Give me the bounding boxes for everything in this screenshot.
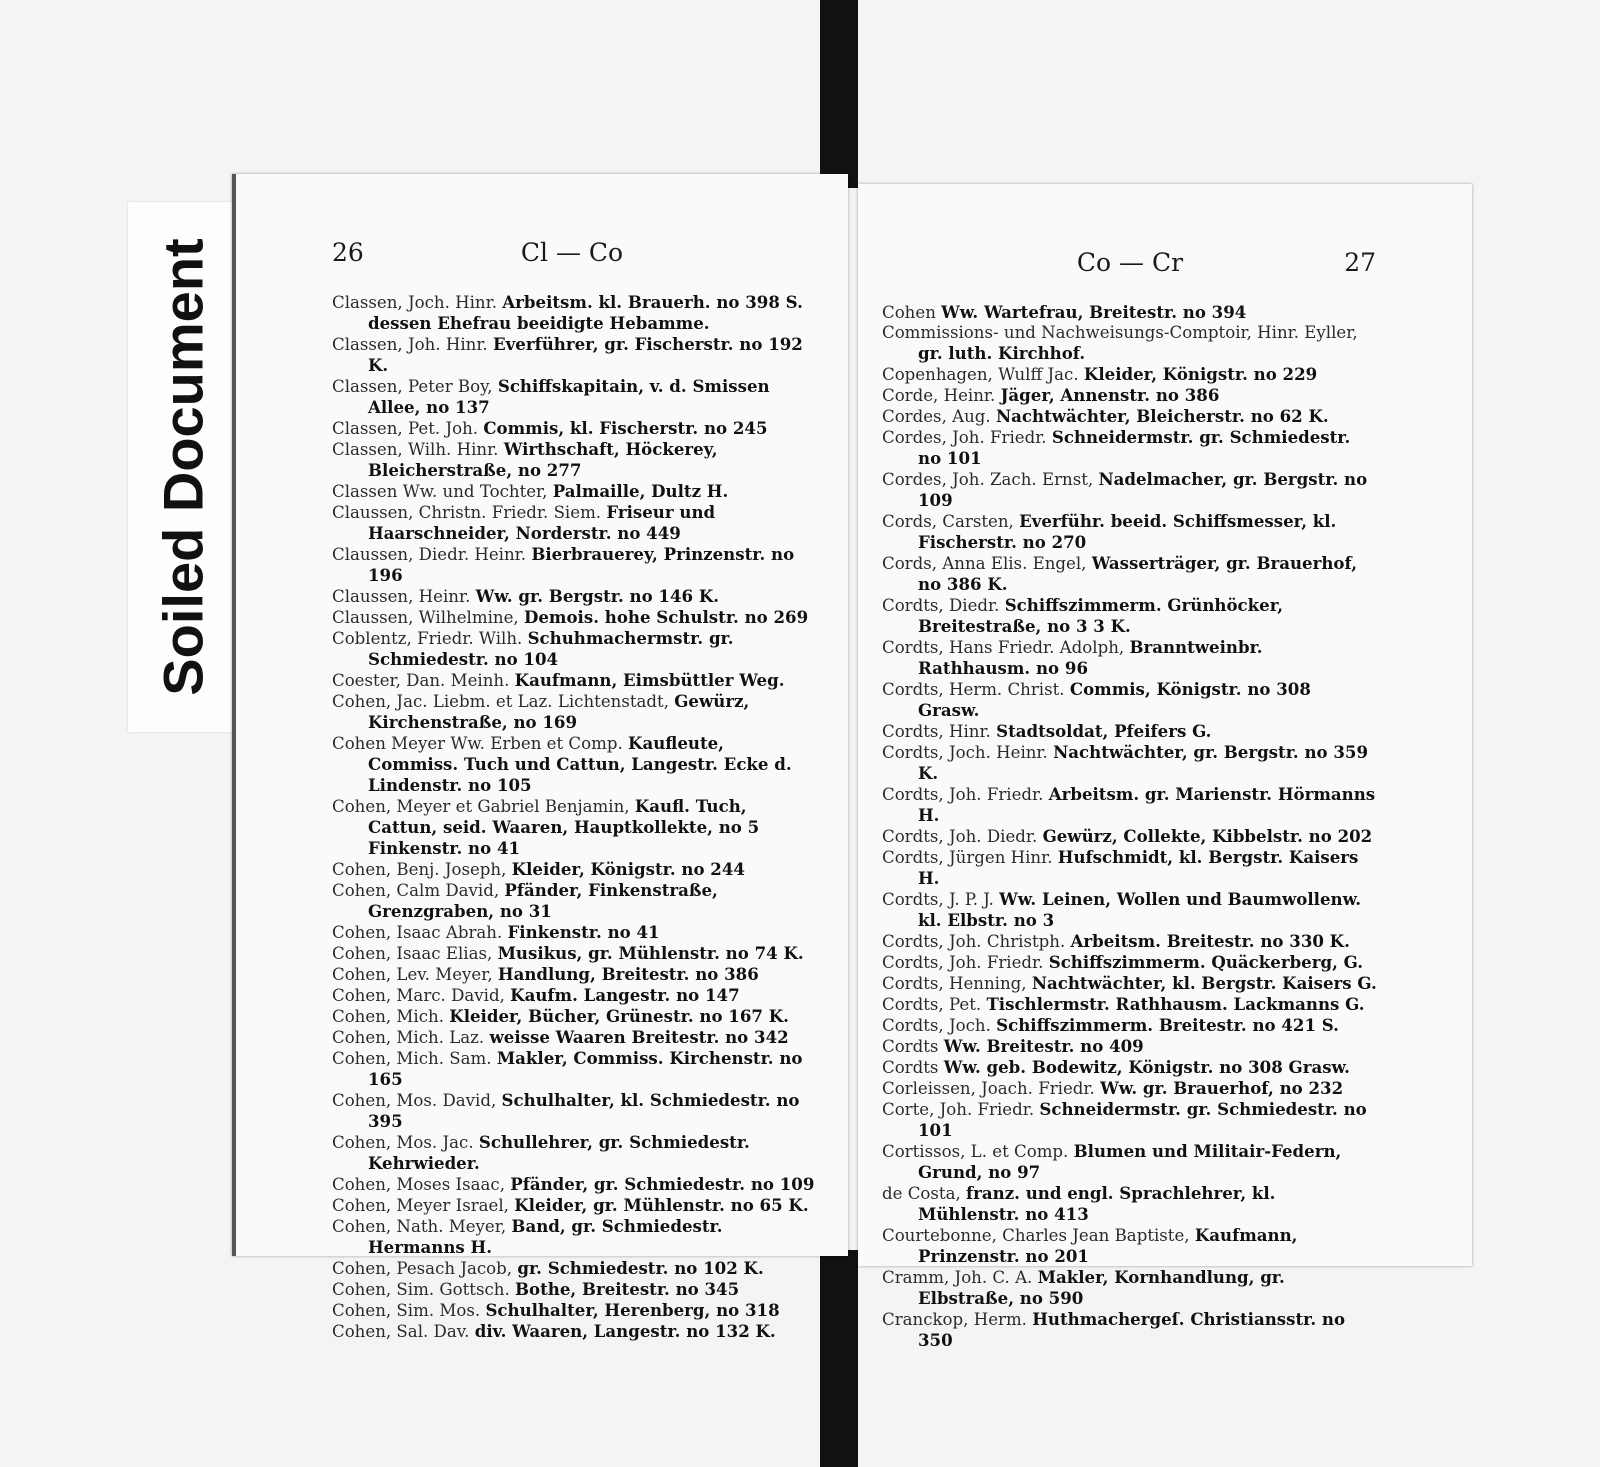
directory-entry xyxy=(332,544,818,586)
entry-detail: Demois. hohe Schulstr. no 269 xyxy=(523,607,809,627)
directory-entry xyxy=(332,1279,818,1300)
entry-name: Cordts, Joch. Heinr. xyxy=(882,743,1048,762)
entry-detail: Stadtsoldat, Pfeifers G. xyxy=(996,721,1212,741)
entry-detail: franz. und engl. Sprachlehrer, kl. Mühlenstr. no 413 xyxy=(918,1183,1276,1224)
entry-name: Corte, Joh. Friedr. xyxy=(882,1100,1035,1119)
directory-entry xyxy=(332,964,818,985)
entry-name: Claussen, Wilhelmine, xyxy=(332,608,519,627)
directory-entry xyxy=(882,1183,1378,1225)
entry-detail: Gewürz, Collekte, Kibbelstr. no 202 xyxy=(1042,826,1373,846)
directory-entry xyxy=(332,481,818,502)
entry-name: Cordts, J. P. J. xyxy=(882,890,994,909)
entry-detail: Commis, Königstr. no 308 Grasw. xyxy=(918,679,1311,720)
entry-name: Cohen, Meyer Israel, xyxy=(332,1196,509,1215)
directory-entry xyxy=(882,1036,1378,1057)
entry-name: Coester, Dan. Meinh. xyxy=(332,671,510,690)
directory-entry xyxy=(882,364,1378,385)
entry-name: Classen, Joch. Hinr. xyxy=(332,293,498,312)
entry-name: Commissions- und Nachweisungs-Comptoir, Hinr. Eyller, xyxy=(882,323,1358,342)
directory-entry xyxy=(332,922,818,943)
entry-detail: Arbeitsm. Breitestr. no 330 K. xyxy=(1070,931,1350,951)
entry-name: Cohen, Marc. David, xyxy=(332,986,505,1005)
directory-entry xyxy=(332,1300,818,1321)
entry-name: Cortissos, L. et Comp. xyxy=(882,1142,1069,1161)
stamp-label: Soiled Document xyxy=(151,238,215,696)
entry-name: Classen, Peter Boy, xyxy=(332,377,493,396)
entry-detail: Huthmachergeſ. Christiansstr. no 350 xyxy=(918,1309,1346,1350)
entry-detail: Pfänder, gr. Schmiedestr. no 109 xyxy=(510,1174,815,1194)
directory-entry xyxy=(332,691,818,733)
directory-entry xyxy=(882,994,1378,1015)
directory-entry xyxy=(882,889,1378,931)
entry-detail: Kaufm. Langestr. no 147 xyxy=(510,985,740,1005)
entry-name: Cohen, Mich. Sam. xyxy=(332,1049,492,1068)
entry-name: Cordts, Henning, xyxy=(882,974,1027,993)
entry-detail: Gewürz, Kirchenstraße, no 169 xyxy=(368,691,750,732)
directory-entry xyxy=(882,826,1378,847)
entry-name: Cordts, Joh. Christph. xyxy=(882,932,1066,951)
directory-entry xyxy=(332,292,818,334)
entry-name: Cohen, Mos. Jac. xyxy=(332,1133,474,1152)
entry-name: Claussen, Christn. Friedr. Siem. xyxy=(332,503,602,522)
entry-detail: div. Waaren, Langestr. no 132 K. xyxy=(474,1321,776,1341)
entry-name: Corde, Heinr. xyxy=(882,386,996,405)
entry-name: Cordts, Diedr. xyxy=(882,596,1000,615)
entry-detail: gr. luth. Kirchhof. xyxy=(918,343,1086,363)
entry-name: Cordts, Hinr. xyxy=(882,722,991,741)
directory-entry xyxy=(332,1048,818,1090)
directory-entry xyxy=(332,1195,818,1216)
entry-name: Cohen xyxy=(882,303,936,322)
directory-entry xyxy=(882,637,1378,679)
directory-entry xyxy=(332,1006,818,1027)
entry-name: Cohen, Lev. Meyer, xyxy=(332,965,493,984)
entry-name: Claussen, Diedr. Heinr. xyxy=(332,545,527,564)
entry-name: Cordts, Joh. Friedr. xyxy=(882,785,1044,804)
directory-entry xyxy=(332,880,818,922)
entry-detail: Arbeitsm. kl. Brauerh. no 398 S. dessen Ehefrau beeidigte Hebamme. xyxy=(368,292,803,333)
directory-entry xyxy=(882,553,1378,595)
entry-detail: Musikus, gr. Mühlenstr. no 74 K. xyxy=(497,943,804,963)
directory-entry xyxy=(882,679,1378,721)
entry-detail: Everführer, gr. Fischerstr. no 192 K. xyxy=(368,334,803,375)
entry-name: Cohen, Sal. Dav. xyxy=(332,1322,470,1341)
page-number: 26 xyxy=(332,238,364,267)
directory-entry xyxy=(882,1267,1378,1309)
entry-name: Cordts xyxy=(882,1037,939,1056)
entry-detail: Ww. gr. Bergstr. no 146 K. xyxy=(475,586,720,606)
directory-entry xyxy=(332,418,818,439)
directory-entry xyxy=(882,595,1378,637)
entry-detail: Bothe, Breitestr. no 345 xyxy=(515,1279,740,1299)
entry-name: Claussen, Heinr. xyxy=(332,587,471,606)
entry-name: Cohen Meyer Ww. Erben et Comp. xyxy=(332,734,623,753)
entry-detail: Kleider, Königstr. no 244 xyxy=(511,859,745,879)
entry-name: Cohen, Mos. David, xyxy=(332,1091,497,1110)
directory-entry xyxy=(332,1132,818,1174)
directory-entry xyxy=(332,439,818,481)
entry-name: Cordes, Aug. xyxy=(882,407,991,426)
entry-name: Courtebonne, Charles Jean Baptiste, xyxy=(882,1226,1190,1245)
page-range: Co — Cr xyxy=(1076,248,1184,277)
directory-entry xyxy=(882,973,1378,994)
entry-name: Coblentz, Friedr. Wilh. xyxy=(332,629,523,648)
entry-detail: Ww. Breitestr. no 409 xyxy=(943,1036,1144,1056)
entry-detail: Handlung, Breitestr. no 386 xyxy=(497,964,759,984)
entry-name: Cohen, Meyer et Gabriel Benjamin, xyxy=(332,797,630,816)
entry-detail: Makler, Commiss. Kirchenstr. no 165 xyxy=(368,1048,803,1089)
directory-entries xyxy=(332,292,818,1342)
entry-detail: Kleider, Königstr. no 229 xyxy=(1083,364,1318,384)
entry-detail: Pfänder, Finkenstraße, Grenzgraben, no 31 xyxy=(368,880,718,921)
entry-detail: weisse Waaren Breitestr. no 342 xyxy=(489,1027,789,1047)
entry-detail: Band, gr. Schmiedestr. Hermanns H. xyxy=(368,1216,723,1257)
entry-detail: Ww. Leinen, Wollen und Baumwollenw. kl. Elbstr. no 3 xyxy=(918,889,1361,930)
entry-detail: Ww. gr. Brauerhof, no 232 xyxy=(1100,1078,1344,1098)
directory-entry xyxy=(882,1309,1378,1351)
entry-name: Classen, Wilh. Hinr. xyxy=(332,440,499,459)
entry-name: Cordts, Joh. Diedr. xyxy=(882,827,1038,846)
entry-detail: gr. Schmiedestr. no 102 K. xyxy=(517,1258,764,1278)
entry-name: Cordts, Hans Friedr. Adolph, xyxy=(882,638,1125,657)
directory-entry xyxy=(882,721,1378,742)
entry-detail: Ww. Wartefrau, Breitestr. no 394 xyxy=(941,302,1247,322)
directory-entry xyxy=(882,1057,1378,1078)
entry-detail: Kaufmann, Prinzenstr. no 201 xyxy=(918,1225,1298,1266)
entry-detail: Schiffszimmerm. Quäckerberg, G. xyxy=(1048,952,1363,972)
entry-name: Cranckop, Herm. xyxy=(882,1310,1027,1329)
entry-detail: Wirthschaft, Höckerey, Bleicherstraße, no 277 xyxy=(368,439,718,480)
entry-name: Cohen, Mich. xyxy=(332,1007,444,1026)
directory-entry xyxy=(332,943,818,964)
entry-detail: Blumen und Militair-Federn, Grund, no 97 xyxy=(918,1141,1342,1182)
entry-detail: Schneidermstr. gr. Schmiedestr. no 101 xyxy=(918,427,1351,468)
directory-entry xyxy=(332,586,818,607)
entry-name: Cordts, Jürgen Hinr. xyxy=(882,848,1053,867)
directory-entry xyxy=(882,847,1378,889)
directory-entries xyxy=(882,302,1378,1351)
entry-detail: Schiffszimmerm. Breitestr. no 421 S. xyxy=(996,1015,1339,1035)
entry-name: de Costa, xyxy=(882,1184,961,1203)
entry-name: Cordts xyxy=(882,1058,939,1077)
directory-entry xyxy=(882,1141,1378,1183)
entry-detail: Kleider, Bücher, Grünestr. no 167 K. xyxy=(449,1006,789,1026)
directory-entry xyxy=(332,670,818,691)
entry-detail: Schuhmachermstr. gr. Schmiedestr. no 104 xyxy=(368,628,734,669)
entry-name: Cordts, Joh. Friedr. xyxy=(882,953,1044,972)
entry-detail: Schullehrer, gr. Schmiedestr. Kehrwieder. xyxy=(368,1132,750,1173)
entry-detail: Kleider, gr. Mühlenstr. no 65 K. xyxy=(514,1195,809,1215)
entry-detail: Wasserträger, gr. Brauerhof, no 386 K. xyxy=(918,553,1358,594)
directory-entry xyxy=(882,406,1378,427)
entry-name: Cramm, Joh. C. A. xyxy=(882,1268,1033,1287)
left-page-header xyxy=(332,238,812,272)
right-page-header xyxy=(884,248,1376,282)
entry-detail: Schneidermstr. gr. Schmiedestr. no 101 xyxy=(918,1099,1367,1140)
directory-entry xyxy=(332,1090,818,1132)
directory-entry xyxy=(882,427,1378,469)
directory-entry xyxy=(882,302,1378,323)
entry-name: Cohen, Benj. Joseph, xyxy=(332,860,507,879)
entry-detail: Nadelmacher, gr. Bergstr. no 109 xyxy=(918,469,1368,510)
entry-name: Classen Ww. und Tochter, xyxy=(332,482,548,501)
directory-entry xyxy=(882,1099,1378,1141)
directory-entry xyxy=(332,1321,818,1342)
entry-detail: Kaufleute, Commiss. Tuch und Cattun, Langestr. Ecke d. Lindenstr. no 105 xyxy=(368,733,792,795)
entry-detail: Friseur und Haarschneider, Norderstr. no 449 xyxy=(368,502,716,543)
entry-name: Cohen, Moses Isaac, xyxy=(332,1175,505,1194)
entry-name: Cordes, Joh. Friedr. xyxy=(882,428,1047,447)
entry-detail: Kaufmann, Eimsbüttler Weg. xyxy=(514,670,785,690)
entry-name: Cohen, Jac. Liebm. et Laz. Lichtenstadt, xyxy=(332,692,669,711)
soiled-document-stamp xyxy=(128,202,238,732)
entry-detail: Schulhalter, kl. Schmiedestr. no 395 xyxy=(368,1090,800,1131)
directory-entry xyxy=(882,1015,1378,1036)
page-range: Cl — Co xyxy=(520,238,624,267)
directory-entry xyxy=(882,1078,1378,1099)
directory-entry xyxy=(332,1027,818,1048)
directory-entry xyxy=(882,742,1378,784)
entry-name: Cohen, Nath. Meyer, xyxy=(332,1217,507,1236)
entry-detail: Everführ. beeid. Schiffsmesser, kl. Fischerstr. no 270 xyxy=(918,511,1337,552)
entry-name: Cordts, Joch. xyxy=(882,1016,991,1035)
directory-entry xyxy=(332,733,818,796)
directory-entry xyxy=(882,385,1378,406)
entry-name: Cords, Anna Elis. Engel, xyxy=(882,554,1087,573)
entry-detail: Kaufl. Tuch, Cattun, seid. Waaren, Hauptkollekte, no 5 Finkenstr. no 41 xyxy=(368,796,760,858)
directory-entry xyxy=(882,469,1378,511)
entry-detail: Schulhalter, Herenberg, no 318 xyxy=(485,1300,780,1320)
entry-name: Copenhagen, Wulff Jac. xyxy=(882,365,1079,384)
directory-entry xyxy=(882,931,1378,952)
entry-detail: Schiffskapitain, v. d. Smissen Allee, no 137 xyxy=(368,376,770,417)
entry-name: Cords, Carsten, xyxy=(882,512,1014,531)
entry-name: Classen, Joh. Hinr. xyxy=(332,335,488,354)
left-page xyxy=(232,174,848,1341)
right-page xyxy=(858,184,1472,1350)
directory-entry xyxy=(332,502,818,544)
entry-name: Cordts, Herm. Christ. xyxy=(882,680,1065,699)
entry-name: Cohen, Sim. Gottsch. xyxy=(332,1280,510,1299)
entry-detail: Commis, kl. Fischerstr. no 245 xyxy=(483,418,768,438)
directory-entry xyxy=(332,628,818,670)
entry-detail: Finkenstr. no 41 xyxy=(507,922,660,942)
directory-entry xyxy=(332,1216,818,1258)
entry-detail: Ww. geb. Bodewitz, Königstr. no 308 Grasw. xyxy=(943,1057,1350,1077)
entry-detail: Nachtwächter, gr. Bergstr. no 359 K. xyxy=(918,742,1369,783)
directory-entry xyxy=(882,511,1378,553)
entry-name: Cordts, Pet. xyxy=(882,995,982,1014)
entry-detail: Bierbrauerey, Prinzenstr. no 196 xyxy=(368,544,795,585)
entry-name: Cohen, Calm David, xyxy=(332,881,500,900)
entry-detail: Branntweinbr. Rathhausm. no 96 xyxy=(918,637,1263,678)
directory-entry xyxy=(332,1258,818,1279)
entry-name: Cohen, Isaac Elias, xyxy=(332,944,493,963)
directory-entry xyxy=(332,334,818,376)
scanner-divider-top xyxy=(820,0,858,188)
entry-name: Cohen, Pesach Jacob, xyxy=(332,1259,513,1278)
entry-name: Cordes, Joh. Zach. Ernst, xyxy=(882,470,1094,489)
entry-detail: Tischlermstr. Rathhausm. Lackmanns G. xyxy=(986,994,1365,1014)
entry-detail: Nachtwächter, Bleicherstr. no 62 K. xyxy=(995,406,1329,426)
entry-name: Classen, Pet. Joh. xyxy=(332,419,479,438)
entry-detail: Jäger, Annenstr. no 386 xyxy=(1000,385,1220,405)
entry-detail: Schiffszimmerm. Grünhöcker, Breitestraße, no 3 3 K. xyxy=(918,595,1284,636)
entry-name: Cohen, Mich. Laz. xyxy=(332,1028,485,1047)
entry-detail: Nachtwächter, kl. Bergstr. Kaisers G. xyxy=(1031,973,1377,993)
directory-entry xyxy=(332,607,818,628)
entry-name: Cohen, Isaac Abrah. xyxy=(332,923,503,942)
entry-name: Corleissen, Joach. Friedr. xyxy=(882,1079,1095,1098)
entry-detail: Hufschmidt, kl. Bergstr. Kaisers H. xyxy=(918,847,1359,888)
directory-entry xyxy=(332,796,818,859)
entry-detail: Palmaille, Dultz H. xyxy=(552,481,729,501)
directory-entry xyxy=(882,952,1378,973)
entry-detail: Arbeitsm. gr. Marienstr. Hörmanns H. xyxy=(918,784,1376,825)
directory-entry xyxy=(882,1225,1378,1267)
directory-entry xyxy=(332,859,818,880)
directory-entry xyxy=(882,784,1378,826)
directory-entry xyxy=(332,1174,818,1195)
directory-entry xyxy=(332,376,818,418)
page-number: 27 xyxy=(1344,248,1376,277)
directory-entry xyxy=(882,323,1378,364)
entry-detail: Makler, Kornhandlung, gr. Elbstraße, no 590 xyxy=(918,1267,1285,1308)
directory-entry xyxy=(332,985,818,1006)
scanner-divider-bottom xyxy=(820,1250,858,1467)
entry-name: Cohen, Sim. Mos. xyxy=(332,1301,481,1320)
